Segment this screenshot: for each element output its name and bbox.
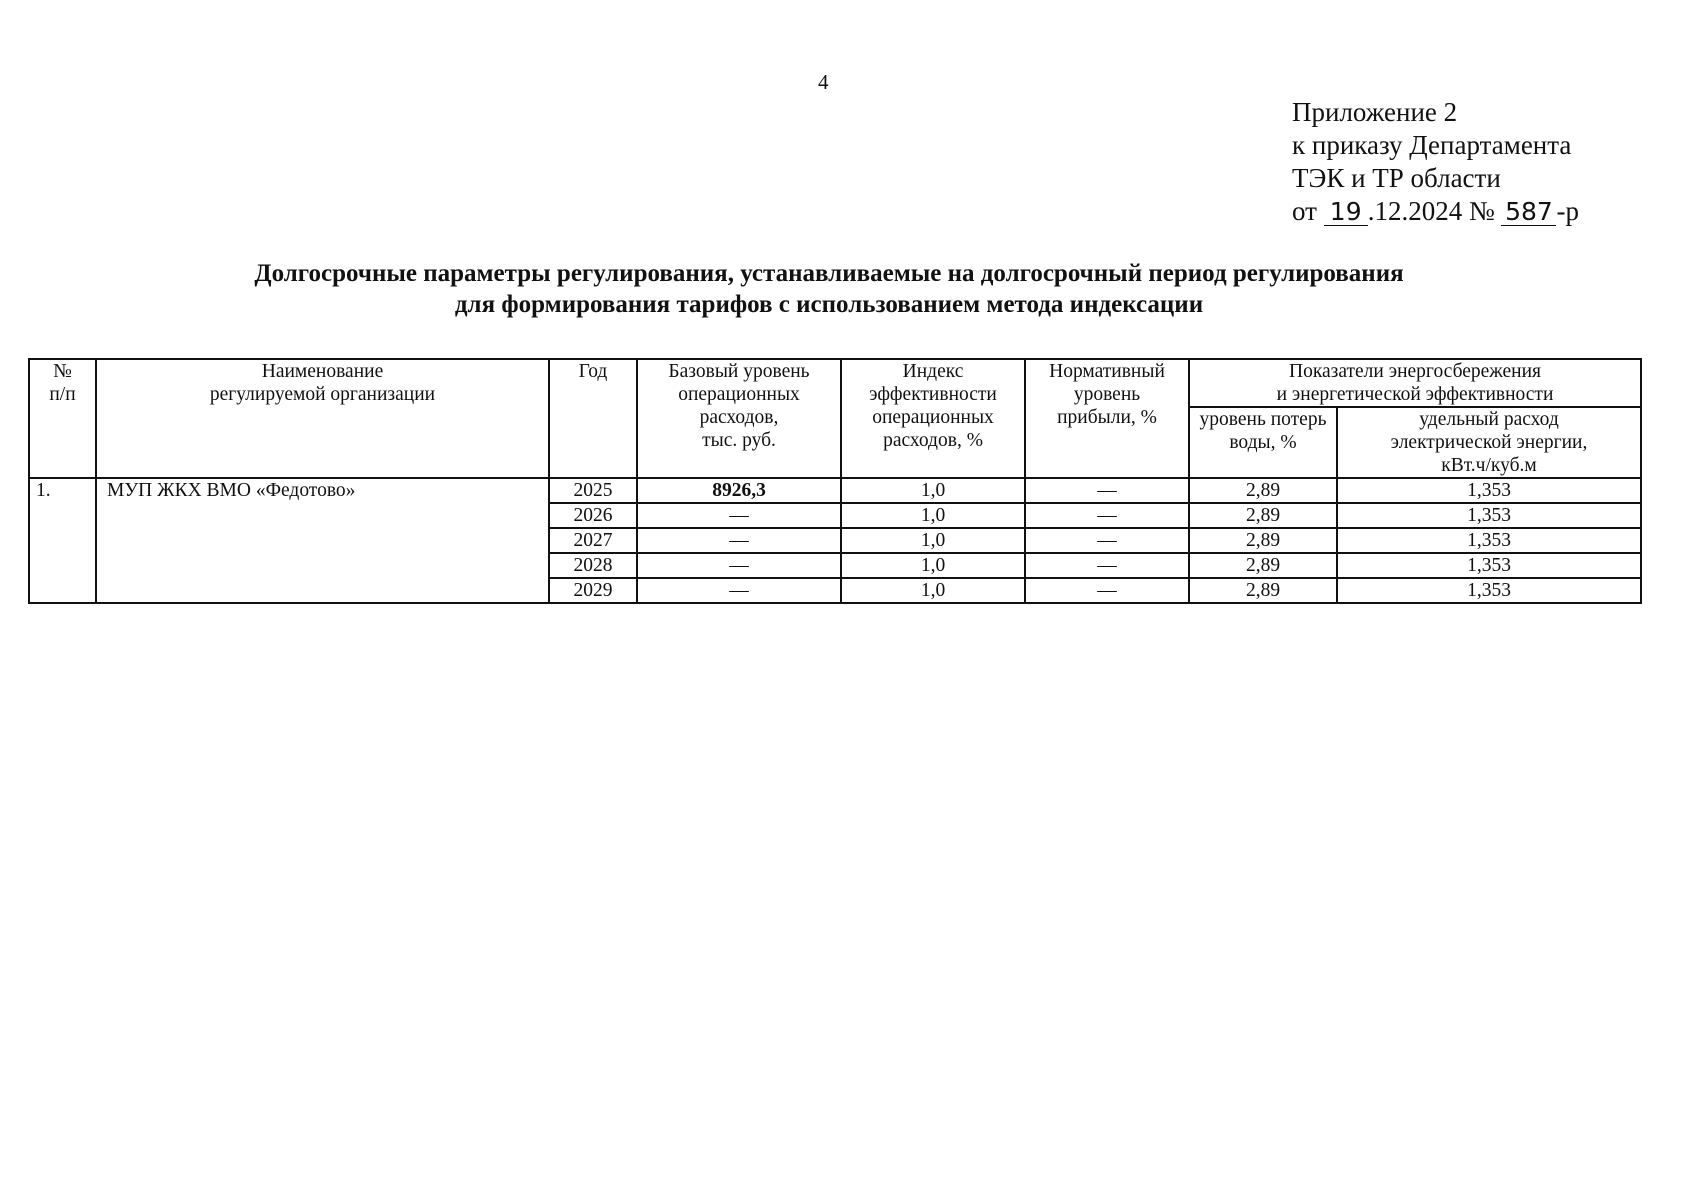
- electricity-use-cell: 1,353: [1337, 503, 1641, 528]
- parameters-table: [28, 358, 1642, 604]
- page-number: 4: [818, 70, 829, 94]
- handwritten-order-number: 587: [1501, 199, 1556, 226]
- appendix-title: Приложение 2: [1292, 97, 1458, 127]
- header-profit-level: [1025, 359, 1189, 478]
- header-electricity-use: [1337, 407, 1641, 478]
- efficiency-index-cell: 1,0: [841, 578, 1025, 603]
- header-base-opex: [637, 359, 841, 478]
- header-index-line-3: операционных: [872, 407, 994, 428]
- water-loss-cell: 2,89: [1189, 478, 1337, 503]
- header-profit-line-1: Нормативный: [1049, 361, 1165, 382]
- efficiency-index-cell: 1,0: [841, 528, 1025, 553]
- base-opex-cell: —: [637, 528, 841, 553]
- header-elec-line-3: кВт.ч/куб.м: [1441, 455, 1537, 476]
- electricity-use-cell: 1,353: [1337, 553, 1641, 578]
- base-opex-cell: —: [637, 553, 841, 578]
- header-base-line-3: расходов,: [699, 407, 779, 428]
- year-cell: 2027: [549, 528, 637, 553]
- header-water-loss: [1189, 407, 1337, 478]
- electricity-use-cell: 1,353: [1337, 528, 1641, 553]
- header-org-line-2: регулируемой организации: [209, 384, 436, 405]
- year-cell: 2028: [549, 553, 637, 578]
- header-organization: [96, 359, 549, 478]
- header-base-line-1: Базовый уровень: [668, 361, 810, 382]
- base-opex-cell: —: [637, 578, 841, 603]
- header-org-line-1: Наименование: [261, 361, 384, 382]
- date-rest: .12.2024 №: [1367, 196, 1495, 226]
- profit-level-cell: —: [1025, 528, 1189, 553]
- header-profit-line-2: уровень: [1073, 384, 1141, 405]
- year-cell: 2025: [549, 478, 637, 503]
- header-year: Год: [549, 359, 637, 478]
- year-cell: 2029: [549, 578, 637, 603]
- water-loss-cell: 2,89: [1189, 528, 1337, 553]
- header-row-number: [29, 359, 96, 478]
- date-prefix: от: [1292, 196, 1317, 226]
- header-energy-line-1: Показатели энергосбережения: [1288, 361, 1542, 382]
- header-loss-line-2: воды, %: [1229, 432, 1297, 453]
- row-number-cell: 1.: [29, 478, 96, 603]
- profit-level-cell: —: [1025, 553, 1189, 578]
- handwritten-day: 19: [1324, 199, 1368, 226]
- appendix-date-line: [1292, 195, 1579, 228]
- base-opex-cell: —: [637, 503, 841, 528]
- header-profit-line-3: прибыли, %: [1057, 407, 1157, 428]
- organization-cell: МУП ЖКХ ВМО «Федотово»: [96, 478, 549, 603]
- header-num-line-1: №: [53, 361, 72, 382]
- table-row: [29, 478, 1641, 503]
- base-opex-cell: 8926,3: [637, 478, 841, 503]
- title-line-2: для формирования тарифов с использованием метода индексации: [454, 291, 1204, 318]
- header-energy-indicators: [1189, 359, 1641, 407]
- water-loss-cell: 2,89: [1189, 553, 1337, 578]
- water-loss-cell: 2,89: [1189, 503, 1337, 528]
- appendix-department: ТЭК и ТР области: [1292, 163, 1501, 193]
- profit-level-cell: —: [1025, 478, 1189, 503]
- order-suffix: -р: [1556, 196, 1579, 226]
- header-index-line-4: расходов, %: [883, 430, 983, 451]
- profit-level-cell: —: [1025, 578, 1189, 603]
- header-index-line-2: эффективности: [869, 384, 997, 405]
- header-elec-line-2: электрической энергии,: [1390, 432, 1588, 453]
- efficiency-index-cell: 1,0: [841, 503, 1025, 528]
- year-cell: 2026: [549, 503, 637, 528]
- appendix-order-ref: к приказу Департамента: [1292, 130, 1572, 160]
- electricity-use-cell: 1,353: [1337, 478, 1641, 503]
- header-elec-line-1: удельный расход: [1419, 409, 1559, 430]
- header-base-line-4: тыс. руб.: [702, 430, 776, 451]
- header-efficiency-index: [841, 359, 1025, 478]
- header-energy-line-2: и энергетической эффективности: [1276, 384, 1554, 405]
- profit-level-cell: —: [1025, 503, 1189, 528]
- water-loss-cell: 2,89: [1189, 578, 1337, 603]
- efficiency-index-cell: 1,0: [841, 478, 1025, 503]
- header-base-line-2: операционных: [678, 384, 800, 405]
- efficiency-index-cell: 1,0: [841, 553, 1025, 578]
- electricity-use-cell: 1,353: [1337, 578, 1641, 603]
- header-num-line-2: п/п: [49, 384, 76, 405]
- appendix-block: [1292, 96, 1579, 228]
- header-index-line-1: Индекс: [902, 361, 964, 382]
- title-line-1: Долгосрочные параметры регулирования, устанавливаемые на долгосрочный период регулирования: [254, 260, 1404, 287]
- header-loss-line-1: уровень потерь: [1199, 409, 1327, 430]
- document-title: [0, 258, 1658, 320]
